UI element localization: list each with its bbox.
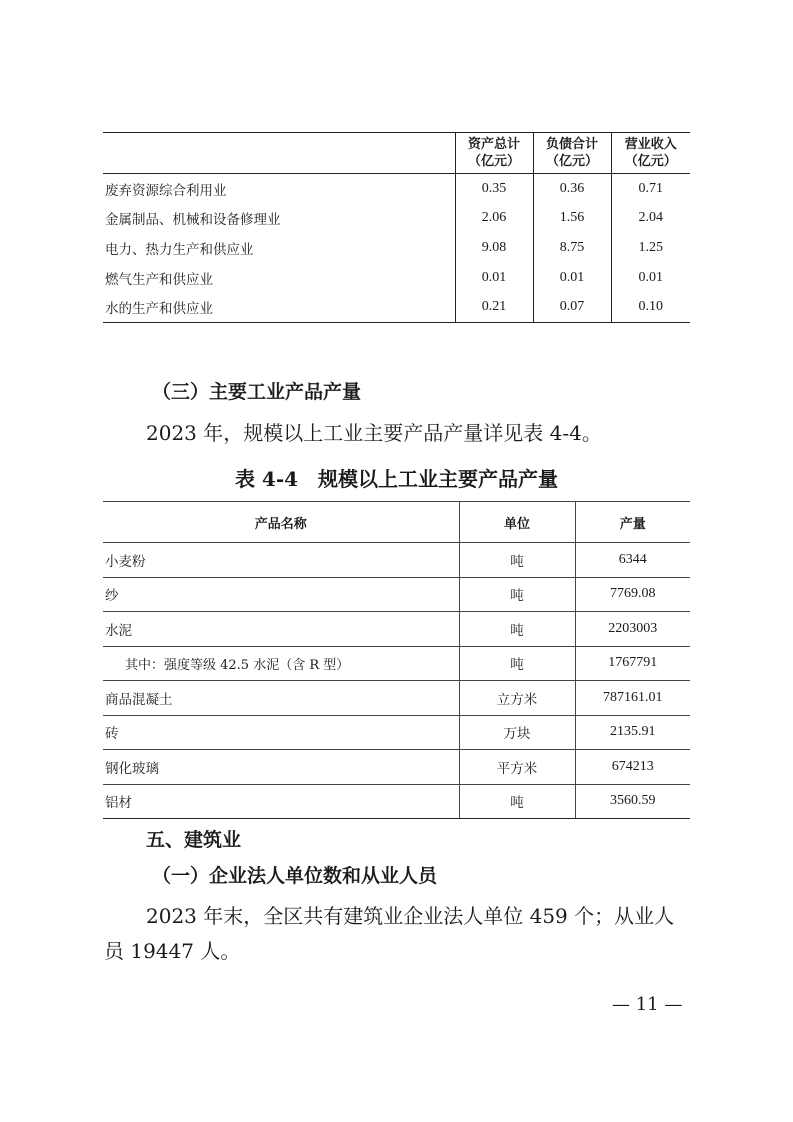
products-output-table [103, 501, 690, 819]
row-label: 电力、热力生产和供应业 [105, 241, 254, 258]
table-row [103, 715, 690, 750]
column-header-output: 产量 [575, 502, 690, 543]
product-name: 钢化玻璃 [103, 750, 459, 785]
cell-value: 0.01 [533, 263, 611, 293]
cell-value: 0.35 [455, 174, 533, 204]
section-paragraph-line-2: 员 19447 人。 [104, 939, 241, 963]
product-name: 商品混凝土 [103, 681, 459, 716]
industry-finance-table [103, 132, 690, 323]
table-header-row [103, 502, 690, 543]
column-header-liabilities: 负债合计 （亿元） [533, 133, 611, 174]
page-number: — 11 — [612, 994, 683, 1015]
cell-value: 8.75 [533, 233, 611, 263]
product-unit: 吨 [459, 612, 575, 647]
product-unit: 平方米 [459, 750, 575, 785]
product-unit: 立方米 [459, 681, 575, 716]
product-output: 7769.08 [575, 577, 690, 612]
product-name-subitem: 其中：强度等级 42.5 水泥（含 R 型） [103, 646, 459, 681]
product-output: 1767791 [575, 646, 690, 681]
section-paragraph-products: 2023 年，规模以上工业主要产品产量详见表 4-4。 [146, 421, 602, 445]
cell-value: 2.06 [455, 204, 533, 234]
row-label: 水的生产和供应业 [105, 301, 213, 318]
row-label: 废弃资源综合利用业 [105, 182, 227, 199]
cell-value: 1.56 [533, 204, 611, 234]
product-name: 小麦粉 [103, 543, 459, 578]
table-row [103, 204, 690, 234]
product-output: 2203003 [575, 612, 690, 647]
table-row [103, 646, 690, 681]
table-row [103, 612, 690, 647]
cell-value: 0.01 [455, 263, 533, 293]
column-header-unit: 单位 [459, 502, 575, 543]
product-name: 纱 [103, 577, 459, 612]
table-row [103, 577, 690, 612]
cell-value: 0.21 [455, 292, 533, 322]
column-header-assets: 资产总计 （亿元） [455, 133, 533, 174]
cell-value: 0.71 [611, 174, 690, 204]
section-heading-enterprises: （一）企业法人单位数和从业人员 [152, 865, 438, 887]
cell-value: 0.01 [611, 263, 690, 293]
table-row [103, 174, 690, 204]
product-unit: 吨 [459, 543, 575, 578]
table-row [103, 784, 690, 819]
table-row [103, 543, 690, 578]
table-row [103, 750, 690, 785]
cell-value: 9.08 [455, 233, 533, 263]
cell-value: 0.36 [533, 174, 611, 204]
section-paragraph-line-1: 2023 年末，全区共有建筑业企业法人单位 459 个；从业人 [146, 904, 675, 928]
product-unit: 吨 [459, 784, 575, 819]
section-heading-products: （三）主要工业产品产量 [152, 381, 362, 403]
cell-value: 0.07 [533, 292, 611, 322]
table-row [103, 292, 690, 322]
product-output: 2135.91 [575, 715, 690, 750]
product-output: 3560.59 [575, 784, 690, 819]
table-row [103, 233, 690, 263]
cell-value: 1.25 [611, 233, 690, 263]
table-header-row [103, 133, 690, 174]
cell-value: 0.10 [611, 292, 690, 322]
row-label: 金属制品、机械和设备修理业 [105, 212, 281, 229]
product-unit: 吨 [459, 646, 575, 681]
table-row [103, 263, 690, 293]
table-caption: 表 4-4 规模以上工业主要产品产量 [234, 467, 559, 491]
row-label: 燃气生产和供应业 [105, 271, 213, 288]
product-unit: 吨 [459, 577, 575, 612]
chapter-heading-construction: 五、建筑业 [146, 829, 242, 851]
product-output: 674213 [575, 750, 690, 785]
column-header [103, 133, 455, 174]
product-output: 787161.01 [575, 681, 690, 716]
product-unit: 万块 [459, 715, 575, 750]
product-name: 砖 [103, 715, 459, 750]
column-header-product: 产品名称 [103, 502, 459, 543]
product-name: 水泥 [103, 612, 459, 647]
product-output: 6344 [575, 543, 690, 578]
cell-value: 2.04 [611, 204, 690, 234]
table-row [103, 681, 690, 716]
column-header-revenue: 营业收入 （亿元） [611, 133, 690, 174]
product-name: 铝材 [103, 784, 459, 819]
